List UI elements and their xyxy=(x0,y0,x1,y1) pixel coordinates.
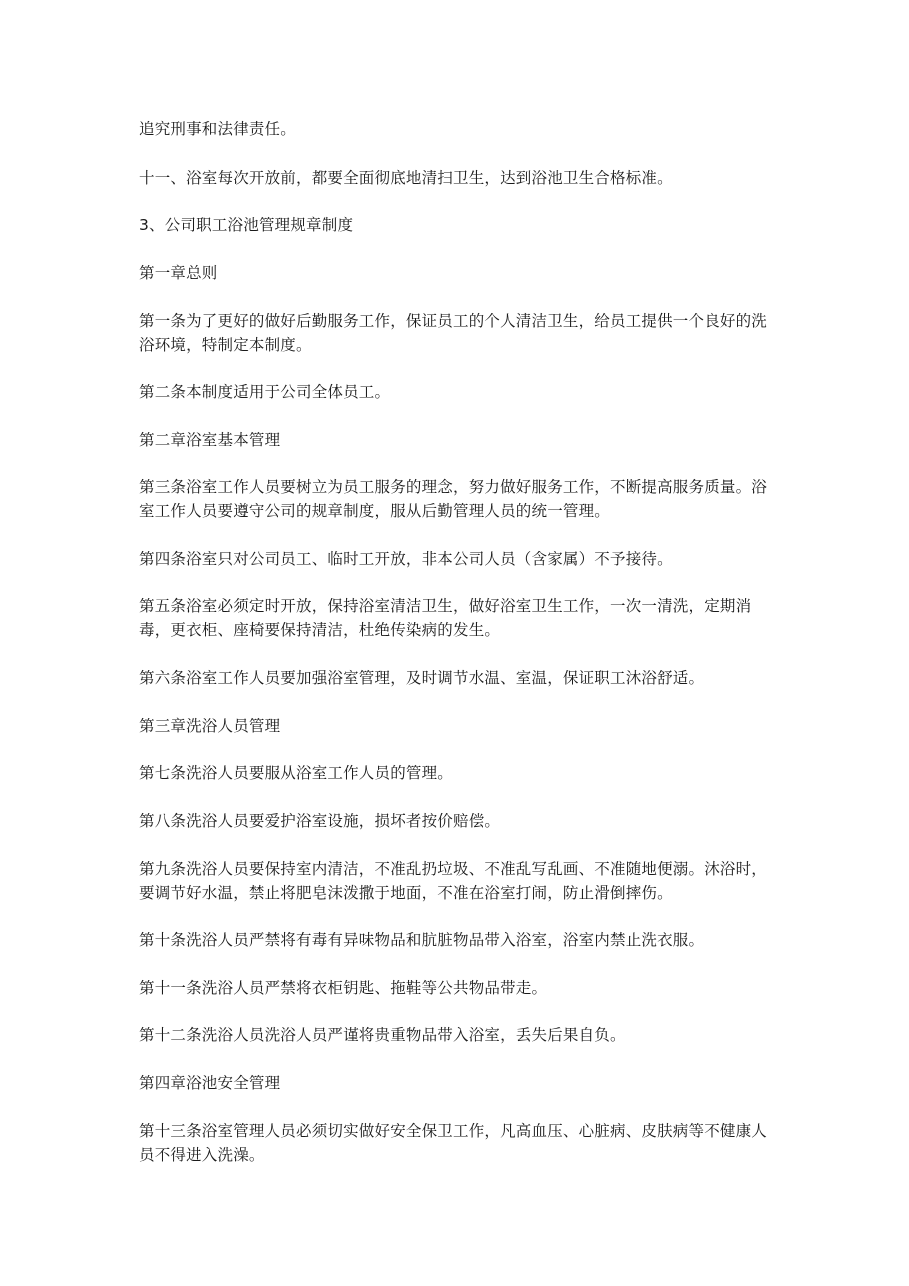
chapter-heading-2: 第二章浴室基本管理 xyxy=(139,431,281,449)
article-11: 第十一条洗浴人员严禁将衣柜钥匙、拖鞋等公共物品带走。 xyxy=(139,979,548,997)
article-2: 第二条本制度适用于公司全体员工。 xyxy=(139,383,391,401)
chapter-heading-3: 第三章洗浴人员管理 xyxy=(139,717,281,735)
chapter-heading-4: 第四章浴池安全管理 xyxy=(139,1074,281,1092)
section-heading: 3、公司职工浴池管理规章制度 xyxy=(139,216,354,234)
article-7: 第七条洗浴人员要服从浴室工作人员的管理。 xyxy=(139,764,454,782)
article-9: 第九条洗浴人员要保持室内清洁，不准乱扔垃圾、不准乱写乱画、不准随地便溺。沐浴时，要调节好水温，禁止将肥皂沫泼撒于地面，不准在浴室打闹，防止滑倒摔伤。 xyxy=(139,860,768,902)
article-4: 第四条浴室只对公司员工、临时工开放，非本公司人员（含家属）不予接待。 xyxy=(139,550,673,568)
article-8: 第八条洗浴人员要爱护浴室设施，损坏者按价赔偿。 xyxy=(139,812,501,830)
paragraph-item-11: 十一、浴室每次开放前，都要全面彻底地清扫卫生，达到浴池卫生合格标准。 xyxy=(139,169,673,187)
article-1: 第一条为了更好的做好后勤服务工作，保证员工的个人清洁卫生，给员工提供一个良好的洗浴环境，特制定本制度。 xyxy=(139,312,768,354)
article-10: 第十条洗浴人员严禁将有毒有异味物品和肮脏物品带入浴室，浴室内禁止洗衣服。 xyxy=(139,931,705,949)
article-6: 第六条浴室工作人员要加强浴室管理，及时调节水温、室温，保证职工沐浴舒适。 xyxy=(139,669,705,687)
chapter-heading-1: 第一章总则 xyxy=(139,264,218,282)
article-5: 第五条浴室必须定时开放，保持浴室清洁卫生，做好浴室卫生工作，一次一清洗，定期消毒，更衣柜、座椅要保持清洁，杜绝传染病的发生。 xyxy=(139,597,752,639)
paragraph-liability: 追究刑事和法律责任。 xyxy=(139,120,297,138)
article-13: 第十三条浴室管理人员必须切实做好安全保卫工作，凡高血压、心脏病、皮肤病等不健康人员不得进入洗澡。 xyxy=(139,1122,768,1164)
article-3: 第三条浴室工作人员要树立为员工服务的理念，努力做好服务工作，不断提高服务质量。浴室工作人员要遵守公司的规章制度，服从后勤管理人员的统一管理。 xyxy=(139,478,768,520)
article-12: 第十二条洗浴人员洗浴人员严谨将贵重物品带入浴室，丢失后果自负。 xyxy=(139,1026,626,1044)
